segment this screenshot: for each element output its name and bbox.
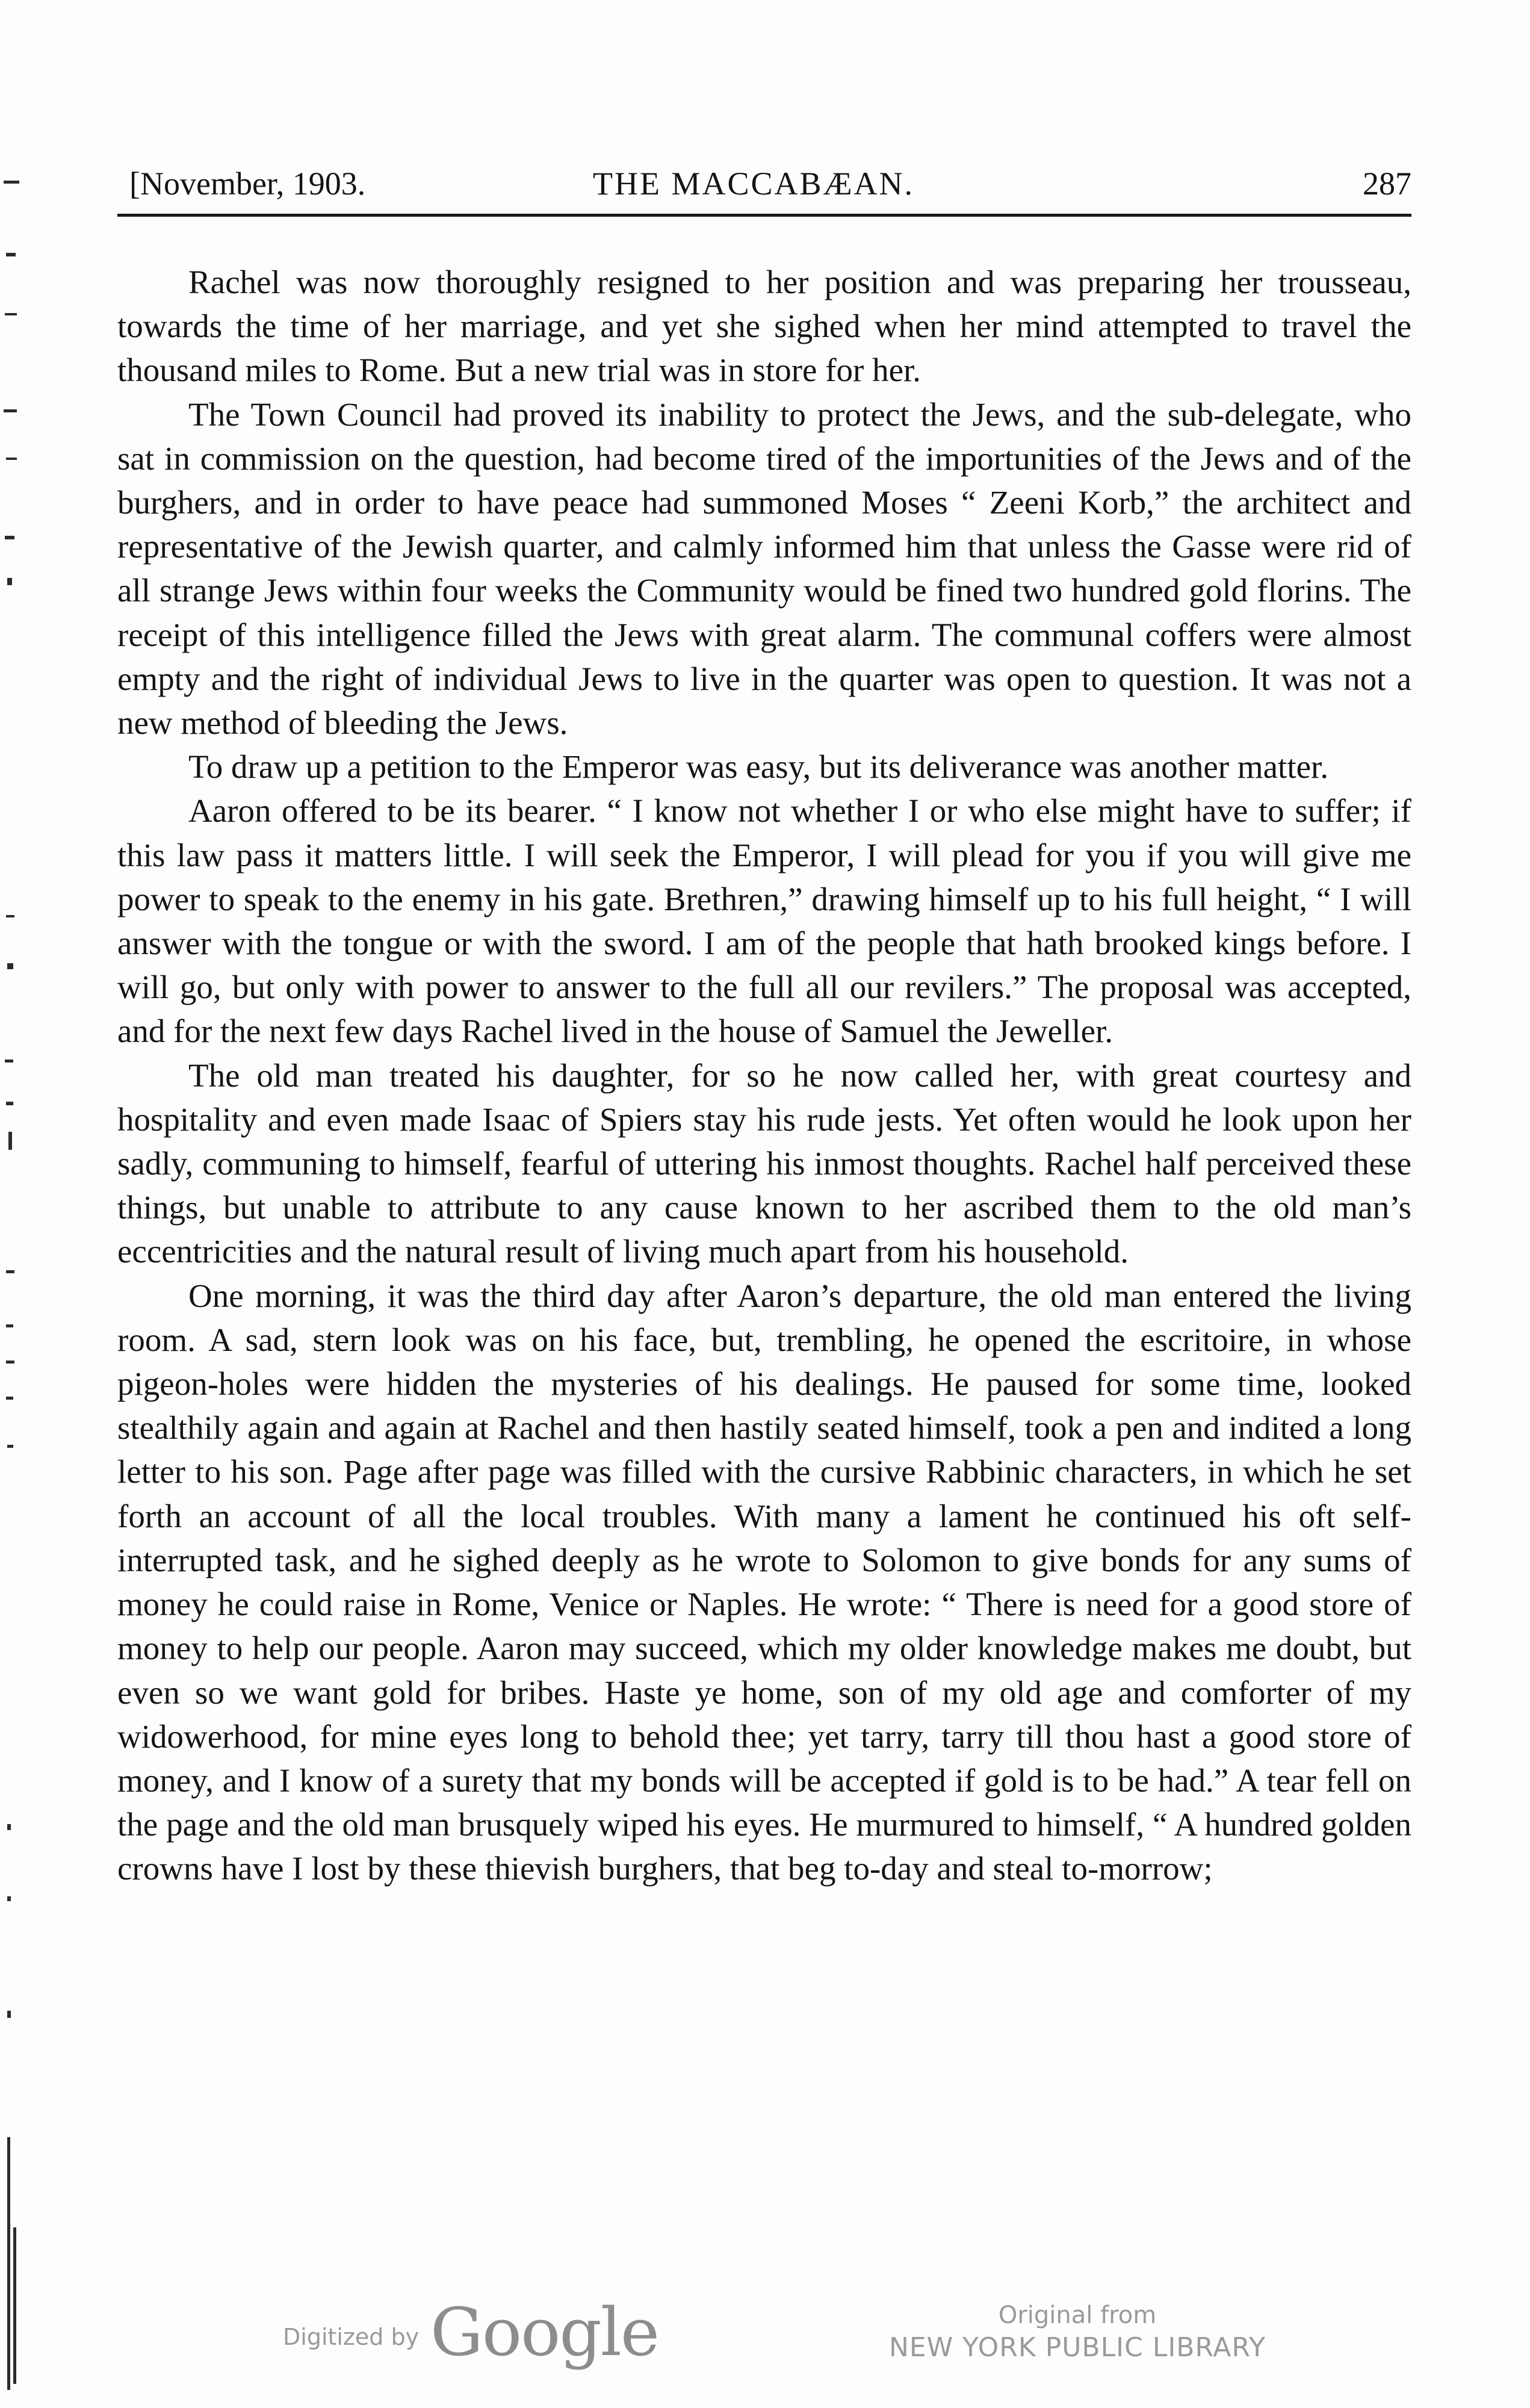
header-rule [117,214,1411,217]
paragraph: Rachel was now thoroughly resigned to her position and was preparing her trousseau, towards the time of her marriage, and yet she sighed when her mind attempted to travel the thousand miles to Rome. But a new trial was in store for her. [117,264,1411,389]
paragraph: The old man treated his daughter, for so he now called her, with great courtesy and hospitality and even made Isaac of Spiers stay his rude jests. Yet often would he look upon her sadly, communing to himself, fearful of uttering his inmost thoughts. Rachel half perceived these things, but unable to attribute to any cause known to her ascribed them to the old man’s eccentricities and the natural result of living much apart from his household. [117,1057,1411,1270]
library-name: NEW YORK PUBLIC LIBRARY [888,2332,1266,2363]
body-text [117,260,1411,1891]
paragraph: One morning, it was the third day after Aaron’s departure, the old man entered the living room. A sad, stern look was on his face, but, trembling, he opened the escritoire, in whose pigeon-holes were hidden the mysteries of his dealings. He paused for some time, looked stealthily again and again at Rachel and then hastily seated himself, took a pen and indited a long letter to his son. Page after page was filled with the cursive Rabbinic characters, in which he set forth an account of all the local troubles. With many a lament he continued his oft self-interrupted task, and he sighed deeply as he wrote to Solomon to give bonds for any sums of money he could raise in Rome, Venice or Naples. He wrote: “ There is need for a good store of money to help our people. Aaron may succeed, which my older knowledge makes me doubt, but even so we want gold for bribes. Haste ye home, son of my old age and comforter of my widowerhood, for mine eyes long to behold thee; yet tarry, tarry till thou hast a good store of money, and I know of a surety that my bonds will be accepted if gold is to be had.” A tear fell on the page and the old man brusquely wiped his eyes. He murmured to himself, “ A hundred golden crowns have I lost by these thievish burghers, that beg to-day and steal to-morrow; [117,1277,1411,1887]
header-journal-title: THE MACCABÆAN. [593,166,915,202]
page-number: 287 [1363,166,1411,202]
google-logo: Google [430,2294,659,2371]
scan-margin-artifacts [0,0,36,2408]
digitized-by-label: Digitized by [283,2324,420,2350]
original-from-label: Original from [998,2301,1157,2329]
paragraph: Aaron offered to be its bearer. “ I know not whether I or who else might have to suffer; if this law pass it matters little. I will seek the Emperor, I will plead for you if you will give me power to speak to the enemy in his gate. Brethren,” drawing himself up to his full height, “ I will answer with the tongue or with the sword. I am of the people that hath brooked kings before. I will go, but only with power to answer to the full all our revilers.” The proposal was accepted, and for the next few days Rachel lived in the house of Samuel the Jeweller. [117,792,1411,1050]
source-library [885,2300,1270,2365]
paragraph: The Town Council had proved its inability to protect the Jews, and the sub-delegate, who sat in commission on the question, had become tired of the importunities of the Jews and of the burghers, and in order to have peace had summoned Moses “ Zeeni Korb,” the architect and representative of the Jewish quarter, and calmly informed him that unless the Gasse were rid of all strange Jews within four weeks the Community would be fined two hundred gold florins. The receipt of this intelligence filled the Jews with great alarm. The communal coffers were almost empty and the right of individual Jews to live in the quarter was open to question. It was not a new method of bleeding the Jews. [117,396,1411,742]
header-date: [November, 1903. [129,166,366,202]
paragraph: To draw up a petition to the Emperor was easy, but its deliverance was another matter. [188,748,1329,786]
running-header [129,160,1411,208]
digitization-footer [0,2282,1530,2390]
